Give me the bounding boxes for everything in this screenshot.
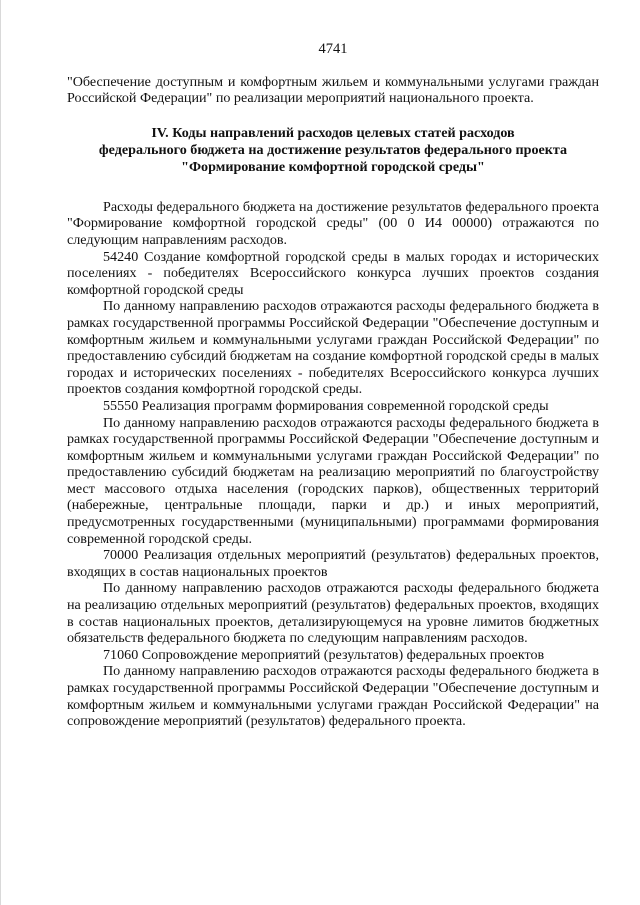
intro-paragraph: "Обеспечение доступным и комфортным жильем и коммунальными услугами граждан Российской Федерации" по реализации мероприятий национального проекта. [67,73,599,107]
section-heading [67,125,599,176]
paragraph-code-70000-description: По данному направлению расходов отражаются расходы федерального бюджета на реализацию отдельных мероприятий (результатов) федеральных проектов, входящих в состав национальных проектов, детализирующемуся на уровне лимитов бюджетных обязательств федерального бюджета по следующим направлениям расходов. [67,580,599,647]
section-heading-line-2: федерального бюджета на достижение результатов федерального проекта [98,141,568,158]
paragraph-code-55550: 55550 Реализация программ формирования современной городской среды [103,397,549,414]
document-body [67,41,599,730]
paragraph-code-71060-description: По данному направлению расходов отражаются расходы федерального бюджета в рамках государственной программы Российской Федерации "Обеспечение доступным и комфортным жильем и коммунальными услугами граждан Российской Федерации" на сопровождение мероприятий (результатов) федерального проекта. [67,663,599,730]
paragraph-code-70000: 70000 Реализация отдельных мероприятий (результатов) федеральных проектов, входящих в состав национальных проектов [67,547,599,580]
paragraph-code-54240: 54240 Создание комфортной городской среды в малых городах и исторических поселениях - победителях Всероссийского конкурса лучших проектов создания комфортной городской среды [67,248,599,298]
section-heading-line-1: IV. Коды направлений расходов целевых статей расходов [151,124,515,141]
paragraph-code-54240-description: По данному направлению расходов отражаются расходы федерального бюджета в рамках государственной программы Российской Федерации "Обеспечение доступным и комфортным жильем и коммунальными услугами граждан Российской Федерации" по предоставлению субсидий бюджетам на создание комфортной городской среды в малых городах и исторических поселениях - победителях Всероссийского конкурса лучших проектов создания комфортной городской среды. [67,298,599,398]
section-heading-line-3: "Формирование комфортной городской среды" [181,158,485,175]
paragraph-code-55550-description: По данному направлению расходов отражаются расходы федерального бюджета в рамках государственной программы Российской Федерации "Обеспечение доступным и комфортным жильем и коммунальными услугами граждан Российской Федерации" по предоставлению субсидий бюджетам на реализацию мероприятий по благоустройству мест массового отдыха населения (городских парков), общественных территорий (набережные, центральные площади, парки и др.) и иных мероприятий, предусмотренных государственными (муниципальными) программами формирования современной городской среды. [67,414,599,547]
page-number: 4741 [318,41,348,57]
paragraph-expenses-intro: Расходы федерального бюджета на достижение результатов федерального проекта "Формирование комфортной городской среды" (00 0 И4 00000) отражаются по следующим направлениям расходов. [67,198,599,248]
paragraph-code-71060: 71060 Сопровождение мероприятий (результатов) федеральных проектов [103,646,545,663]
